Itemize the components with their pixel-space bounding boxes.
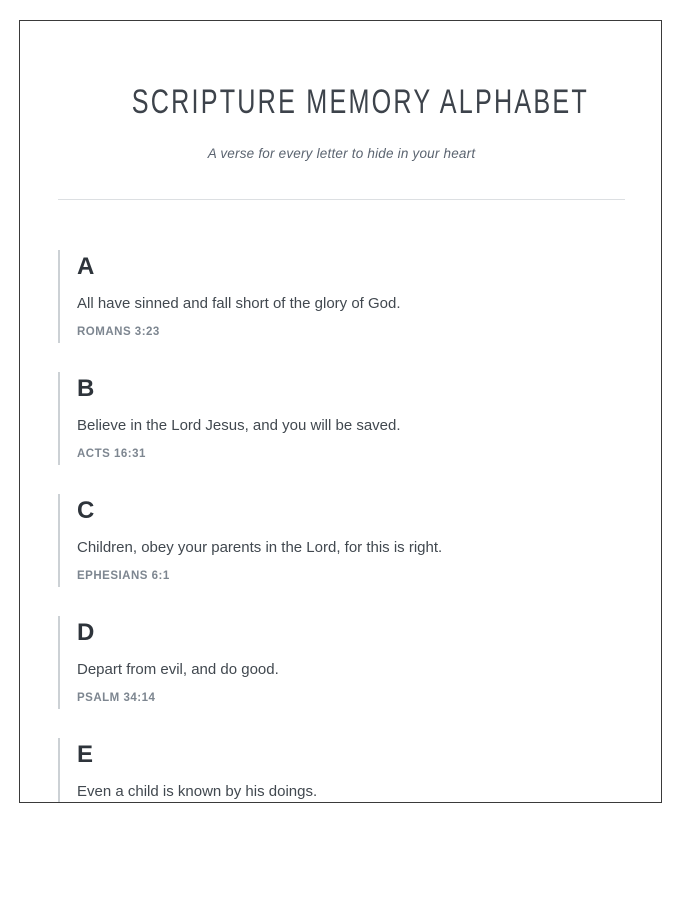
page-title: SCRIPTURE MEMORY ALPHABET	[131, 83, 589, 121]
verse-entry	[58, 250, 625, 343]
entry-letter: C	[77, 497, 95, 525]
document-page	[19, 20, 662, 803]
verse-entry	[58, 372, 625, 465]
verse-entry	[58, 494, 625, 587]
entry-reference: PSALM 34:14	[77, 692, 156, 705]
entry-verse: Depart from evil, and do good.	[77, 661, 279, 679]
entry-letter: B	[77, 375, 95, 403]
verse-entry	[58, 616, 625, 709]
entry-verse: Believe in the Lord Jesus, and you will be saved.	[77, 417, 401, 435]
entry-reference: ACTS 16:31	[77, 448, 146, 461]
header-divider	[58, 199, 625, 200]
entry-reference: ROMANS 3:23	[77, 326, 160, 339]
entry-verse: Children, obey your parents in the Lord, for this is right.	[77, 539, 443, 557]
entry-verse: Even a child is known by his doings.	[77, 783, 318, 801]
entry-reference: EPHESIANS 6:1	[77, 570, 170, 583]
verse-list	[58, 250, 625, 803]
document-header	[58, 84, 625, 200]
entry-letter: D	[77, 619, 95, 647]
page-subtitle: A verse for every letter to hide in your heart	[207, 146, 476, 162]
entry-letter: E	[77, 741, 94, 769]
entry-letter: A	[77, 253, 95, 281]
entry-verse: All have sinned and fall short of the glory of God.	[77, 295, 401, 313]
verse-entry	[58, 738, 625, 803]
